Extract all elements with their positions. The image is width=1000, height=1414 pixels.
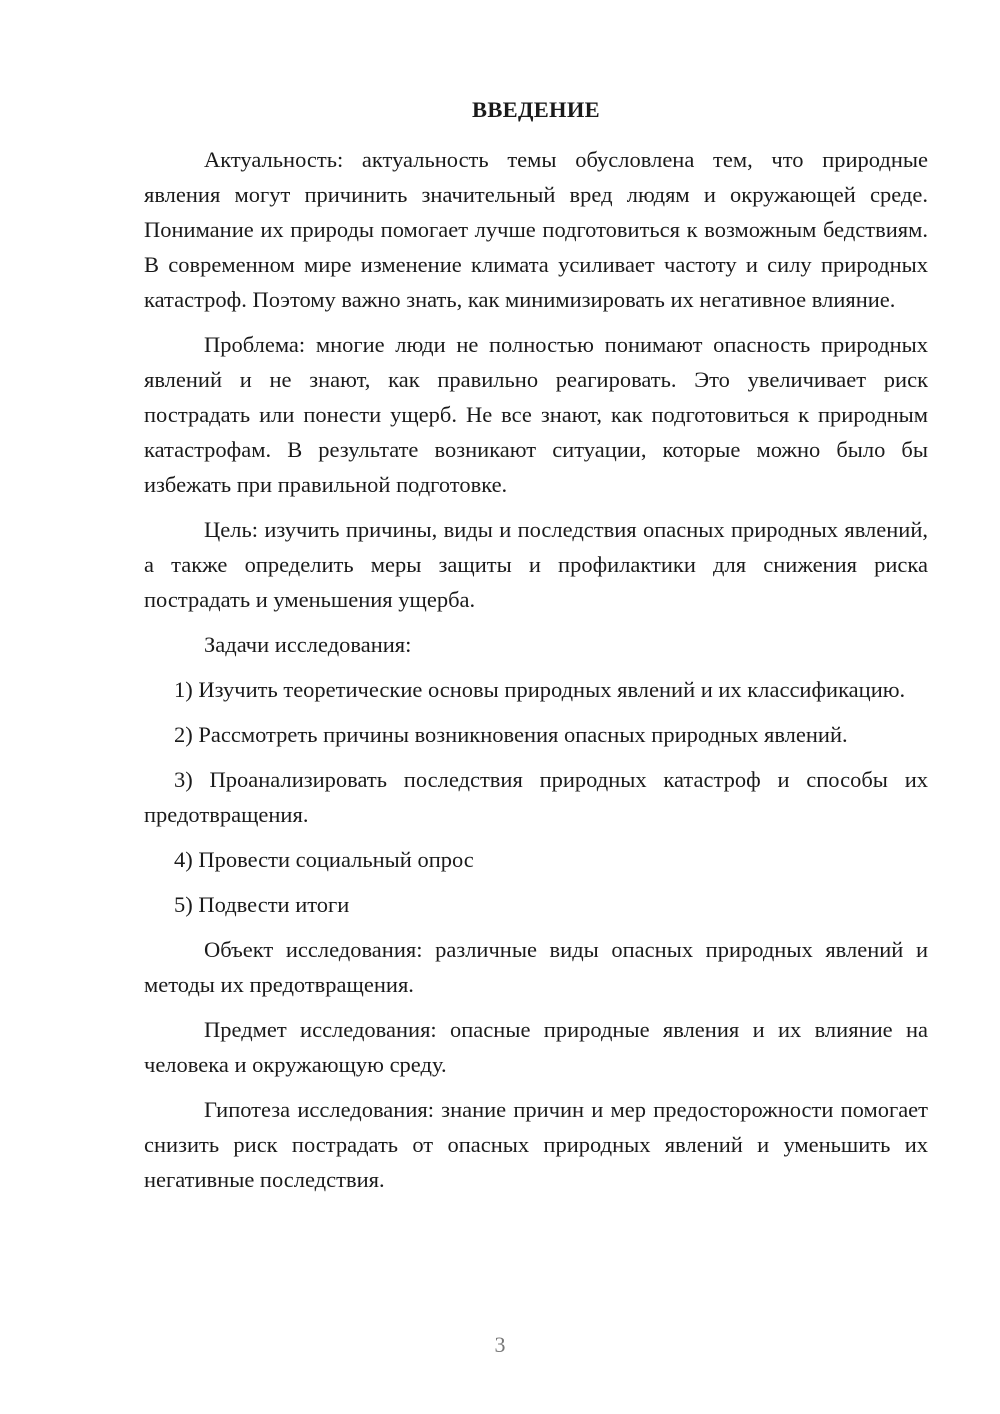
task-item: 2) Рассмотреть причины возникновения опасных природных явлений. xyxy=(174,722,848,747)
task-item: 4) Провести социальный опрос xyxy=(174,847,474,872)
page-content xyxy=(144,92,928,1207)
task-item: 1) Изучить теоретические основы природных явлений и их классификацию. xyxy=(174,677,906,702)
page-title: ВВЕДЕНИЕ xyxy=(472,97,600,122)
task-item: 3) Проанализировать последствия природных катастроф и способы их предотвращения. xyxy=(144,767,928,827)
hypothesis-paragraph: Гипотеза исследования: знание причин и мер предосторожности помогает снизить риск пострадать от опасных природных явлений и уменьшить их негативные последствия. xyxy=(144,1097,928,1192)
tasks-heading: Задачи исследования: xyxy=(204,632,412,657)
task-item: 5) Подвести итоги xyxy=(174,892,350,917)
page-number: 3 xyxy=(494,1332,506,1357)
object-paragraph: Объект исследования: различные виды опасных природных явлений и методы их предотвращения. xyxy=(144,937,928,997)
problem-paragraph: Проблема: многие люди не полностью понимают опасность природных явлений и не знают, как правильно реагировать. Это увеличивает риск пострадать или понести ущерб. Не все знают, как подготовиться к природным катастрофам. В результате возникают ситуации, которые можно было бы избежать при правильной подготовке. xyxy=(144,332,928,497)
relevance-paragraph: Актуальность: актуальность темы обусловлена тем, что природные явления могут причинить значительный вред людям и окружающей среде. Понимание их природы помогает лучше подготовиться к возможным бедствиям. В современном мире изменение климата усиливает частоту и силу природных катастроф. Поэтому важно знать, как минимизировать их негативное влияние. xyxy=(144,147,928,312)
goal-paragraph: Цель: изучить причины, виды и последствия опасных природных явлений, а также определить меры защиты и профилактики для снижения риска пострадать и уменьшения ущерба. xyxy=(144,517,928,612)
subject-paragraph: Предмет исследования: опасные природные явления и их влияние на человека и окружающую среду. xyxy=(144,1017,928,1077)
